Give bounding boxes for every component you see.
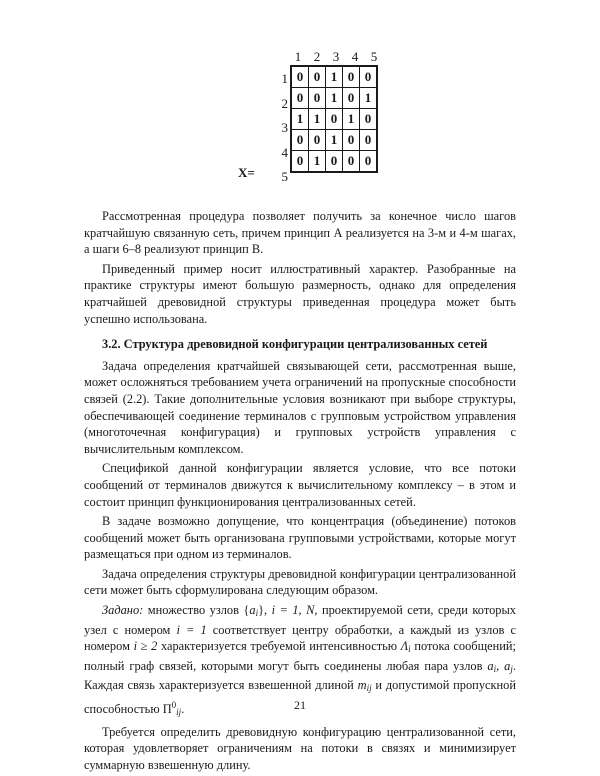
matrix-cell: 0: [360, 109, 378, 130]
math-range: i = 1, N: [271, 603, 315, 618]
matrix-cell: 0: [360, 66, 378, 88]
matrix-cell: 1: [309, 151, 326, 173]
matrix-cell: 0: [309, 88, 326, 109]
matrix-cell: 1: [343, 109, 360, 130]
matrix-cell: 1: [291, 109, 309, 130]
matrix-x: [238, 48, 418, 198]
matrix-cell: 0: [309, 66, 326, 88]
matrix-row: [291, 151, 377, 173]
matrix-label: X=: [238, 165, 255, 180]
paragraph: Спецификой данной конфигурации является условие, что все потоки сообщений от терминалов движутся к вычислительному комплексу – в этом и состоит принцип функционирования централизованных сетей.: [84, 461, 516, 509]
paragraph: Требуется определить древовидную конфигурацию централизованной сети, которая удовлетворяет ограничениям на потоки в связях и минимизирует суммарную взвешенную длину.: [84, 724, 516, 772]
math-sub: i: [255, 608, 259, 619]
math-var: a: [249, 603, 256, 618]
matrix-cell: 0: [291, 88, 309, 109]
matrix-cell: 0: [291, 151, 309, 173]
body-text: [84, 208, 516, 776]
matrix-cell: 0: [291, 66, 309, 88]
matrix-cell: 0: [360, 151, 378, 173]
matrix-row: [291, 88, 377, 109]
matrix-cell: 0: [326, 151, 343, 173]
matrix-cell: 0: [343, 88, 360, 109]
matrix-grid: [290, 65, 378, 173]
matrix-row: [291, 109, 377, 130]
math-var: a: [487, 658, 494, 673]
text-run: характеризуется требуемой интенсивностью: [157, 639, 401, 654]
matrix-col-header: 4: [351, 49, 359, 64]
matrix-col-header: 5: [370, 49, 378, 64]
paragraph: В задаче возможно допущение, что концентрация (объединение) потоков сообщений может быть организована групповыми устройствами, которые могут размещаться при одном из терминалов.: [84, 514, 516, 562]
matrix-row-header: 3: [281, 120, 288, 135]
paragraph: Приведенный пример носит иллюстративный характер. Разобранные на практике структуры имеют большую размерность, однако для определения кратчайшей древовидной структуры приведенная процедура может быть успешно использована.: [84, 261, 516, 326]
matrix-row: [291, 130, 377, 151]
matrix-cell: 0: [360, 130, 378, 151]
math-sub: j: [510, 663, 513, 674]
matrix-col-header: 3: [332, 49, 340, 64]
matrix-col-header: 2: [313, 49, 321, 64]
math-sub: ij: [176, 707, 182, 718]
math-sub: i: [493, 663, 497, 674]
given-label: Задано:: [102, 603, 144, 618]
matrix-cell: 0: [291, 130, 309, 151]
matrix-cell: 0: [343, 66, 360, 88]
matrix-cell: 0: [343, 151, 360, 173]
matrix-col-header: 1: [294, 49, 302, 64]
matrix-cell: 1: [360, 88, 378, 109]
math-var: П: [162, 702, 172, 717]
math-expr: i ≥ 2: [133, 639, 158, 654]
matrix-cell: 1: [309, 109, 326, 130]
text-run: потока сообщений; полный граф связей, которыми могут быть соединены любая пара узлов: [84, 639, 516, 673]
matrix-row: [291, 66, 377, 88]
paragraph: Задача определения кратчайшей связывающей сети, рассмотренная выше, может осложняться требованием учета ограничений на пропускные способности связей (2.2). Такие дополнительные условия возникают при выборе структуры, обеспечивающей соединение терминалов с групповым устройством управления (многоточечная конфигурация) и групповых устройств управления с вычислительным комплексом.: [84, 358, 516, 456]
text-run: .: [181, 702, 185, 717]
matrix-cell: 0: [343, 130, 360, 151]
matrix-row-header: 1: [281, 71, 288, 86]
paragraph: Задача определения структуры древовидной конфигурации централизованной сети может быть сформулирована следующим образом.: [84, 566, 516, 598]
math-sub: ij: [366, 683, 372, 694]
math-sub: i: [408, 644, 411, 655]
math-sup: 0: [171, 700, 177, 711]
matrix-cell: 1: [326, 130, 343, 151]
section-heading: 3.2. Структура древовидной конфигурации централизованных сетей: [102, 337, 488, 352]
paragraph: Рассмотренная процедура позволяет получить за конечное число шагов кратчайшую связанную сеть, причем принцип А реализуется на 3-м и 4-м шагах, а шаги 6–8 реализуют принцип В.: [84, 209, 516, 257]
matrix-row-header: 2: [281, 96, 288, 111]
math-var: , a: [496, 658, 511, 673]
text-run: },: [258, 603, 272, 618]
matrix-row-header: 4: [281, 145, 288, 160]
math-var: m: [357, 678, 367, 693]
text-run: соответствует центру обработки, а каждый из узлов с номером: [84, 622, 516, 654]
text-run: . Каждая связь характеризуется взвешенной длиной: [84, 658, 516, 693]
math-expr: i = 1: [176, 622, 207, 637]
matrix-row-header: 5: [281, 169, 288, 184]
page-number: 21: [294, 698, 306, 712]
matrix-cell: 0: [309, 130, 326, 151]
math-var: Λ: [400, 639, 409, 654]
text-run: и допустимой пропускной способностью: [84, 678, 516, 717]
text-run: , проектируемой сети, среди которых узел с номером: [84, 603, 516, 637]
matrix-cell: 1: [326, 88, 343, 109]
text-run: множество узлов {: [143, 603, 250, 618]
matrix-cell: 0: [326, 109, 343, 130]
matrix-cell: 1: [326, 66, 343, 88]
